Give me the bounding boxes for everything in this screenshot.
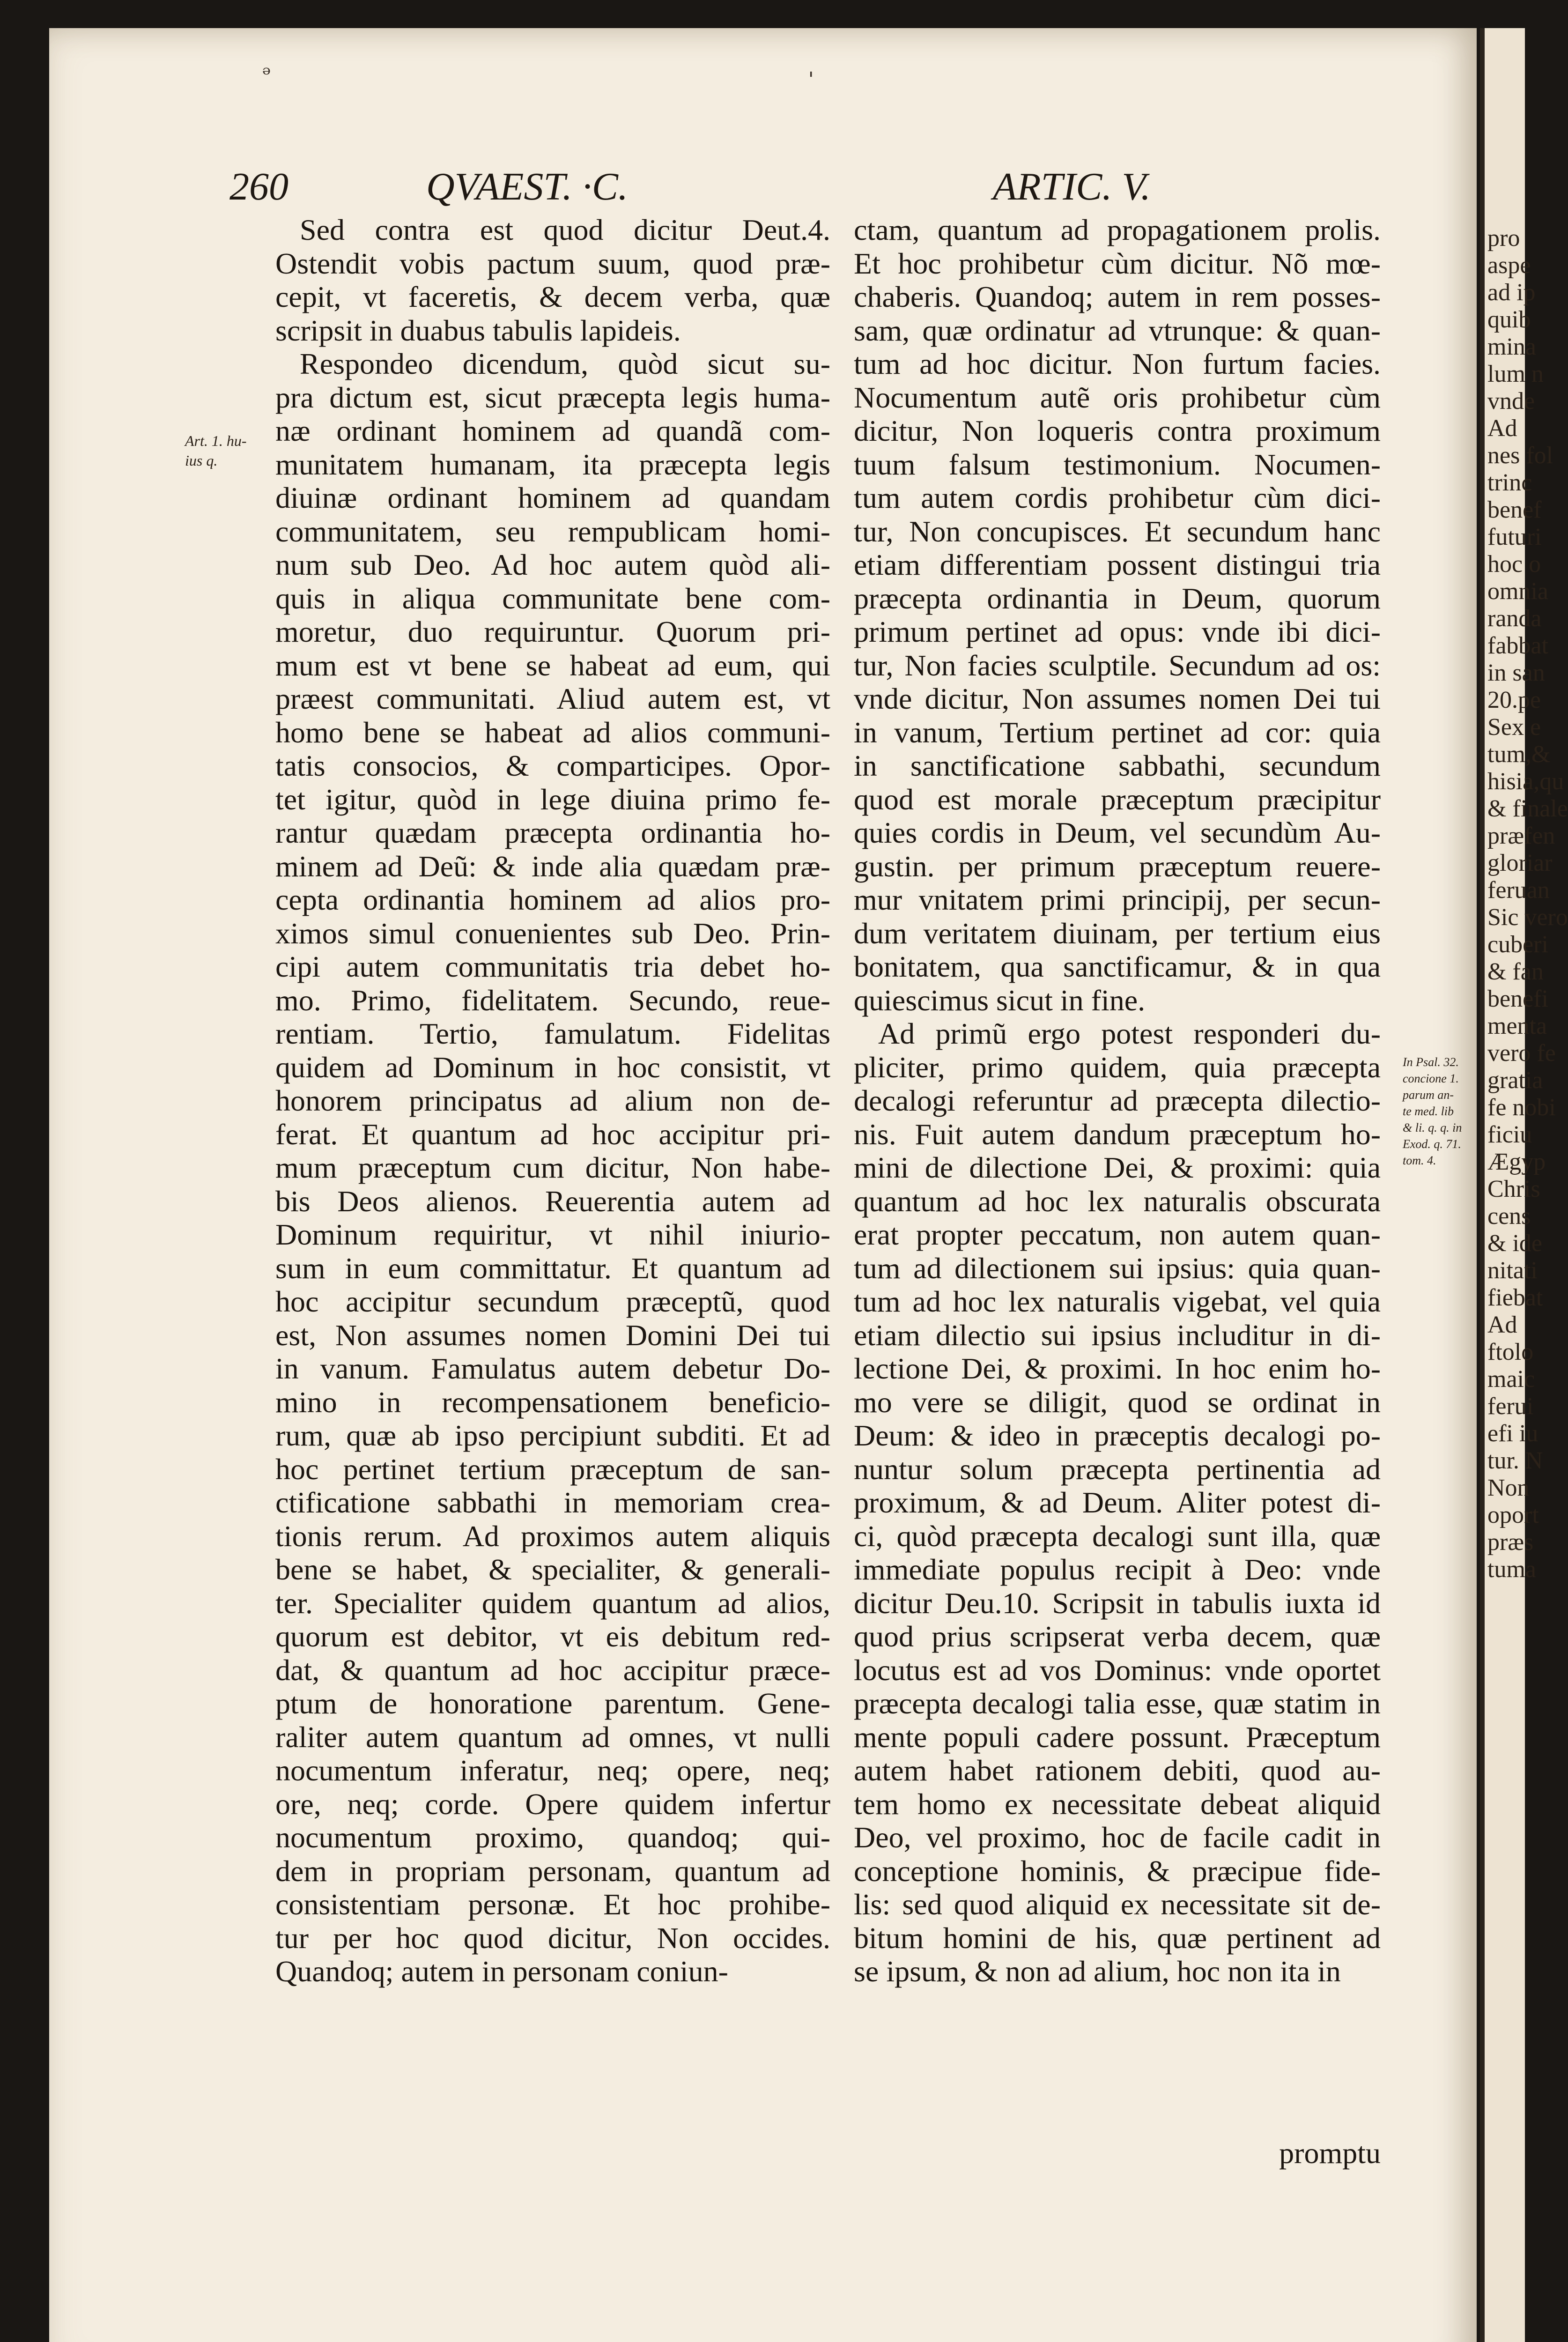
facing-text-fragment: gloriar: [1487, 850, 1553, 876]
text-line: ctificatione sabbathi in memoriam crea-: [275, 1486, 830, 1519]
margin-note-line: te med. lib: [1403, 1104, 1454, 1118]
facing-text-fragment: omnia: [1487, 578, 1548, 605]
text-line: quod prius scripserat verba decem, quæ: [854, 1620, 1381, 1653]
ink-mark-top-center: ˈ: [808, 68, 814, 94]
facing-text-fragment: nitati: [1487, 1257, 1538, 1284]
facing-text-fragment: tum,&: [1487, 741, 1551, 768]
text-line: mum præceptum cum dicitur, Non habe-: [275, 1151, 830, 1184]
facing-text-fragment: Ad: [1487, 1312, 1517, 1338]
margin-note-line: ius q.: [185, 452, 218, 469]
text-line: gustin. per primum præceptum reuere-: [854, 849, 1381, 883]
text-line: præcepta decalogi talia esse, quæ statim in: [854, 1687, 1381, 1720]
text-line: cepit, vt faceretis, & decem verba, quæ: [275, 280, 830, 313]
margin-note-line: Art. 1. hu-: [185, 432, 247, 449]
facing-text-fragment: ftolo: [1487, 1339, 1534, 1365]
facing-text-fragment: cuberi: [1487, 931, 1548, 958]
text-line: tum ad hoc dicitur. Non furtum facies.: [854, 347, 1381, 380]
text-line: mo vere se diligit, quod se ordinat in: [854, 1385, 1381, 1419]
left-margin-note: [185, 431, 247, 470]
text-line: Nocumentum autẽ oris prohibetur cùm: [854, 380, 1381, 414]
text-line: dicitur Deu.10. Scripsit in tabulis iuxta id: [854, 1586, 1381, 1620]
text-line: quantum ad hoc lex naturalis obscurata: [854, 1184, 1381, 1218]
facing-text-fragment: benef: [1487, 497, 1542, 523]
facing-text-fragment: fiebat: [1487, 1284, 1543, 1311]
text-line: moretur, duo requiruntur. Quorum pri-: [275, 615, 830, 648]
facing-text-fragment: quib: [1487, 306, 1531, 333]
text-line: Quandoq; autem in personam coniun-: [275, 1955, 728, 1988]
text-line: ter. Specialiter quidem quantum ad alios,: [275, 1586, 830, 1620]
text-line: cepta ordinantia hominem ad alios pro-: [275, 883, 830, 916]
facing-text-fragment: Sex e: [1487, 714, 1541, 741]
facing-text-fragment: benefi: [1487, 986, 1548, 1012]
facing-text-fragment: aspe: [1487, 252, 1531, 279]
text-line: tum ad dilectionem sui ipsius: quia quan-: [854, 1251, 1381, 1285]
facing-text-fragment: in san: [1487, 660, 1545, 686]
facing-text-fragment: pro: [1487, 225, 1520, 252]
text-line: communitatem, seu rempublicam homi-: [275, 514, 830, 548]
text-line: tatis consocios, & comparticipes. Opor-: [275, 749, 830, 782]
facing-text-fragment: fabbat: [1487, 632, 1548, 659]
text-line: num sub Deo. Ad hoc autem quòd ali-: [275, 548, 830, 581]
book-page: [49, 28, 1477, 2342]
facing-text-fragment: tur. N: [1487, 1447, 1543, 1474]
facing-text-fragment: lum n: [1487, 361, 1544, 387]
text-line: quod est morale præceptum præcipitur: [854, 782, 1381, 816]
facing-text-fragment: gratia: [1487, 1067, 1543, 1094]
text-line: Deum: & ideo in præceptis decalogi po-: [854, 1419, 1381, 1452]
text-line: ferat. Et quantum ad hoc accipitur pri-: [275, 1117, 830, 1151]
facing-page-edge: [1480, 28, 1568, 2342]
text-line: munitatem humanam, ita præcepta legis: [275, 447, 830, 481]
text-line: mente populi cadere possunt. Præceptum: [854, 1720, 1381, 1754]
text-line: rentiam. Tertio, famulatum. Fidelitas: [275, 1017, 830, 1050]
facing-text-fragment: & ide: [1487, 1230, 1542, 1257]
margin-note-line: tom. 4.: [1403, 1154, 1436, 1167]
running-title-right: ARTIC. V.: [993, 165, 1151, 208]
text-line: næ ordinant hominem ad quandã com-: [275, 414, 830, 447]
facing-text-fragment: nes fol: [1487, 442, 1553, 469]
margin-note-line: concione 1.: [1403, 1072, 1459, 1085]
facing-text-fragment: Ad: [1487, 415, 1517, 442]
text-line: tur per hoc quod dicitur, Non occides.: [275, 1921, 830, 1955]
text-line: autem habet rationem debiti, quod au-: [854, 1754, 1381, 1787]
text-line: Dominum requiritur, vt nihil iniurio-: [275, 1218, 830, 1251]
text-line: dem in propriam personam, quantum ad: [275, 1854, 830, 1888]
text-line: minem ad Deũ: & inde alia quædam præ-: [275, 849, 830, 883]
text-line: mini de dilectione Dei, & proximi: quia: [854, 1151, 1381, 1184]
text-line: mur vnitatem primi principij, per secun-: [854, 883, 1381, 916]
text-line: conceptione hominis, & præcipue fide-: [854, 1854, 1381, 1888]
text-line: immediate populus recipit à Deo: vnde: [854, 1553, 1381, 1586]
text-line: Sed contra est quod dicitur Deut.4.: [300, 213, 830, 246]
text-line: tem homo ex necessitate debeat aliquid: [854, 1787, 1381, 1821]
text-line: bis Deos alienos. Reuerentia autem ad: [275, 1184, 830, 1218]
text-line: homo bene se habeat ad alios communi-: [275, 715, 830, 749]
facing-text-fragment: ferui: [1487, 1393, 1534, 1420]
text-line: tum autem cordis prohibetur cùm dici-: [854, 481, 1381, 514]
text-line: scripsit in duabus tabulis lapideis.: [275, 313, 681, 347]
text-line: Ad primũ ergo potest responderi du-: [878, 1017, 1381, 1050]
margin-note-line: In Psal. 32.: [1403, 1055, 1459, 1069]
text-line: lectione Dei, & proximi. In hoc enim ho-: [854, 1352, 1381, 1385]
text-line: honorem principatus ad alium non de-: [275, 1084, 830, 1117]
text-line: ximos simul conuenientes sub Deo. Prin-: [275, 916, 830, 950]
margin-note-line: & li. q. q. in: [1403, 1121, 1462, 1134]
facing-text-fragment: 20.pe: [1487, 687, 1541, 713]
text-line: sum in eum committatur. Et quantum ad: [275, 1251, 830, 1285]
text-line: quorum est debitor, vt eis debitum red-: [275, 1620, 830, 1653]
facing-text-fragment: futuri: [1487, 524, 1542, 550]
text-line: in sanctificatione sabbathi, secundum: [854, 749, 1381, 782]
text-line: quiescimus sicut in fine.: [854, 983, 1146, 1017]
text-line: in vanum. Famulatus autem debetur Do-: [275, 1352, 830, 1385]
facing-text-fragment: menta: [1487, 1013, 1547, 1039]
text-line: primum pertinet ad opus: vnde ibi dici-: [854, 615, 1381, 648]
text-line: bitum homini de his, quæ pertinent ad: [854, 1921, 1381, 1955]
text-line: consistentiam personæ. Et hoc prohibe-: [275, 1888, 830, 1921]
text-line: vnde dicitur, Non assumes nomen Dei tui: [854, 682, 1381, 715]
text-line: bene se habet, & specialiter, & generali-: [275, 1553, 830, 1586]
facing-text-fragment: Ægyp: [1487, 1149, 1546, 1175]
text-line: lis: sed quod aliquid ex necessitate sit de-: [854, 1888, 1381, 1921]
text-line: Deo, vel proximo, hoc de facile cadit in: [854, 1821, 1381, 1854]
facing-text-fragment: efi iu: [1487, 1420, 1538, 1447]
text-line: raliter autem quantum ad omnes, vt nulli: [275, 1720, 830, 1754]
left-text-column: [275, 213, 830, 1988]
ink-mark-top-left: ₔ: [262, 54, 271, 80]
text-line: sam, quæ ordinatur ad vtrunque: & quan-: [854, 313, 1381, 347]
facing-text-fragment: randa: [1487, 605, 1542, 632]
text-line: bonitatem, qua sanctificamur, & in qua: [854, 950, 1381, 983]
right-text-column: [854, 213, 1381, 1988]
text-line: dat, & quantum ad hoc accipitur præce-: [275, 1653, 830, 1687]
text-line: præest communitati. Aliud autem est, vt: [275, 682, 830, 715]
text-line: ctam, quantum ad propagationem prolis.: [854, 213, 1381, 246]
facing-text-fragment: mina: [1487, 334, 1536, 360]
text-line: pra dictum est, sicut præcepta legis huma-: [275, 380, 830, 414]
text-line: nis. Fuit autem dandum præceptum ho-: [854, 1117, 1381, 1151]
facing-text-fragment: tuma: [1487, 1556, 1536, 1583]
text-line: hoc pertinet tertium præceptum de san-: [275, 1452, 830, 1486]
catchword: promptu: [1279, 2136, 1381, 2170]
facing-text-fragment: oport: [1487, 1502, 1539, 1528]
facing-text-fragment: præs: [1487, 1529, 1534, 1556]
facing-text-fragment: Non: [1487, 1475, 1530, 1501]
text-line: nocumentum proximo, quandoq; qui-: [275, 1821, 830, 1854]
text-line: mino in recompensationem beneficio-: [275, 1385, 830, 1419]
text-line: quidem ad Dominum in hoc consistit, vt: [275, 1050, 830, 1084]
text-line: tur, Non facies sculptile. Secundum ad os:: [854, 648, 1381, 682]
facing-text-fragment: Sic vero: [1487, 904, 1568, 931]
text-line: quis in aliqua communitate bene com-: [275, 581, 830, 615]
facing-page-text: [1485, 225, 1568, 1583]
facing-text-fragment: feruan: [1487, 877, 1550, 904]
text-line: dicitur, Non loqueris contra proximum: [854, 414, 1381, 447]
text-line: se ipsum, & non ad alium, hoc non ita in: [854, 1955, 1341, 1988]
text-line: chaberis. Quandoq; autem in rem posses-: [854, 280, 1381, 313]
facing-text-fragment: Chris: [1487, 1176, 1540, 1202]
text-line: mum est vt bene se habeat ad eum, qui: [275, 648, 830, 682]
facing-text-fragment: ad ip: [1487, 279, 1536, 306]
text-line: hoc accipitur secundum præceptũ, quod: [275, 1285, 830, 1318]
text-line: locutus est ad vos Dominus: vnde oportet: [854, 1653, 1381, 1687]
text-line: erat propter peccatum, non autem quan-: [854, 1218, 1381, 1251]
text-line: etiam differentiam possent distingui tria: [854, 548, 1381, 581]
facing-text-fragment: vero fe: [1487, 1040, 1556, 1067]
text-line: tet igitur, quòd in lege diuina primo fe-: [275, 782, 830, 816]
text-line: præcepta ordinantia in Deum, quorum: [854, 581, 1381, 615]
facing-text-fragment: cens: [1487, 1203, 1531, 1230]
text-line: mo. Primo, fidelitatem. Secundo, reue-: [275, 983, 830, 1017]
text-line: nuntur solum præcepta pertinentia ad: [854, 1452, 1381, 1486]
facing-text-fragment: trinc: [1487, 469, 1532, 496]
text-line: Et hoc prohibetur cùm dicitur. Nõ mœ-: [854, 246, 1381, 280]
text-line: ore, neq; corde. Opere quidem infertur: [275, 1787, 830, 1821]
facing-text-fragment: hisia,qu: [1487, 768, 1564, 795]
text-line: Respondeo dicendum, quòd sicut su-: [300, 347, 830, 380]
text-line: nocumentum inferatur, neq; opere, neq;: [275, 1754, 830, 1787]
facing-text-fragment: & fan: [1487, 958, 1544, 985]
facing-text-fragment: fe nobi: [1487, 1094, 1556, 1121]
facing-text-fragment: hoc o: [1487, 551, 1541, 578]
facing-text-fragment: vnde: [1487, 388, 1535, 415]
text-line: dum veritatem diuinam, per tertium eius: [854, 916, 1381, 950]
text-line: ci, quòd præcepta decalogi sunt illa, quæ: [854, 1519, 1381, 1553]
right-margin-note: [1403, 1054, 1462, 1169]
text-line: quies cordis in Deum, vel secundùm Au-: [854, 816, 1381, 849]
text-line: proximum, & ad Deum. Aliter potest di-: [854, 1486, 1381, 1519]
text-line: est, Non assumes nomen Domini Dei tui: [275, 1318, 830, 1352]
text-line: etiam dilectio sui ipsius includitur in di-: [854, 1318, 1381, 1352]
running-title-left: QVAEST. ·C.: [426, 165, 628, 208]
facing-text-fragment: præfen: [1487, 823, 1555, 849]
text-line: Ostendit vobis pactum suum, quod præ-: [275, 246, 830, 280]
text-line: tur, Non concupisces. Et secundum hanc: [854, 514, 1381, 548]
margin-note-line: Exod. q. 71.: [1403, 1137, 1461, 1151]
text-line: rum, quæ ab ipso percipiunt subditi. Et ad: [275, 1419, 830, 1452]
text-line: tionis rerum. Ad proximos autem aliquis: [275, 1519, 830, 1553]
margin-note-line: parum an-: [1403, 1088, 1454, 1102]
running-header: [229, 164, 1410, 215]
text-line: pliciter, primo quidem, quia præcepta: [854, 1050, 1381, 1084]
text-line: ptum de honoratione parentum. Gene-: [275, 1687, 830, 1720]
facing-text-fragment: ficiu: [1487, 1121, 1532, 1148]
facing-text-fragment: maic: [1487, 1366, 1535, 1393]
text-line: rantur quædam præcepta ordinantia ho-: [275, 816, 830, 849]
text-line: decalogi referuntur ad præcepta dilectio-: [854, 1084, 1381, 1117]
text-line: tum ad hoc lex naturalis vigebat, vel quia: [854, 1285, 1381, 1318]
facing-text-fragment: & finale: [1487, 795, 1568, 822]
text-line: cipi autem communitatis tria debet ho-: [275, 950, 830, 983]
page-number: 260: [229, 165, 288, 208]
text-line: diuinæ ordinant hominem ad quandam: [275, 481, 830, 514]
text-line: tuum falsum testimonium. Nocumen-: [854, 447, 1381, 481]
text-line: in vanum, Tertium pertinet ad cor: quia: [854, 715, 1381, 749]
